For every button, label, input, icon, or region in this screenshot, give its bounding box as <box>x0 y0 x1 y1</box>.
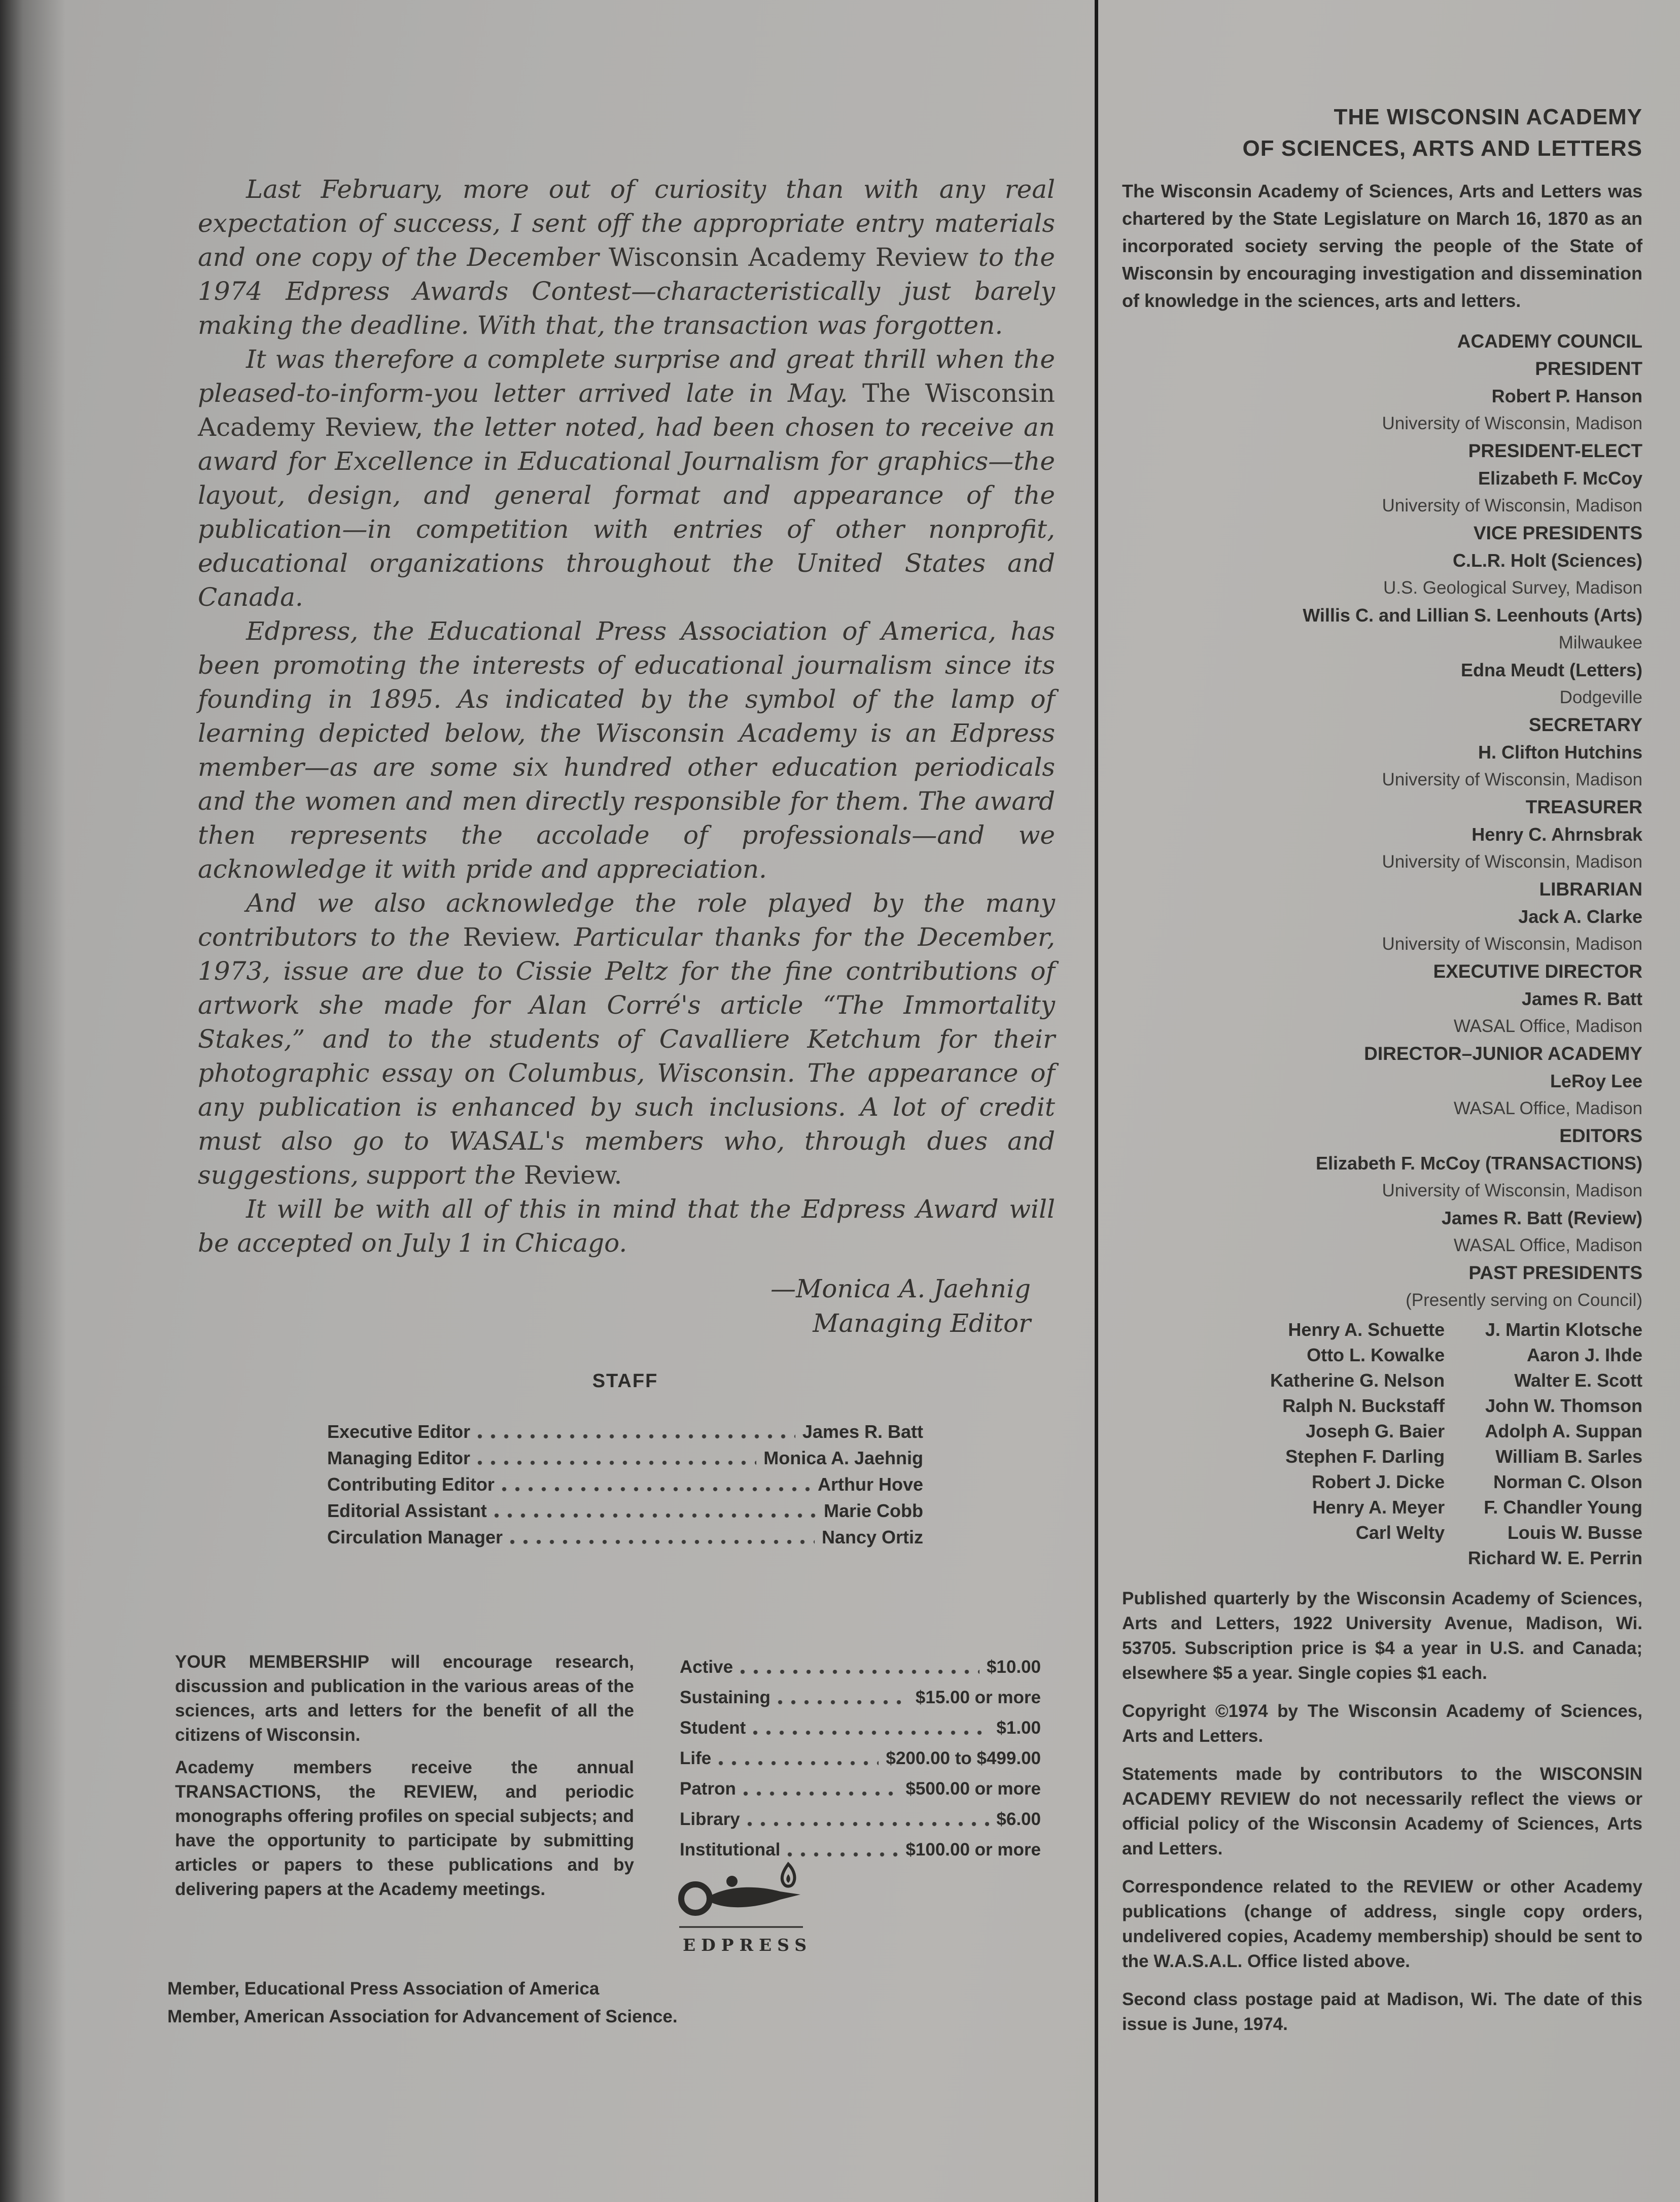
council-heading: ACADEMY COUNCIL <box>1457 331 1642 352</box>
council-member-affiliation: University of Wisconsin, Madison <box>1382 414 1642 433</box>
dotted-leader <box>747 1822 990 1827</box>
staff-name: James R. Batt <box>802 1421 923 1442</box>
rate-rows <box>680 1652 1041 1865</box>
rate-row <box>680 1774 1041 1804</box>
staff-rows <box>327 1419 923 1551</box>
colophon-paragraph: Published quarterly by the Wisconsin Academy of Sciences, Arts and Letters, 1922 University Avenue, Madison, Wi. 53705. Subscription price is $4 a year in U.S. and Canada; elsewhere $5 a year. Single copies $1 each. <box>1122 1589 1642 1683</box>
council-office-title: EXECUTIVE DIRECTOR <box>1433 961 1642 982</box>
rate-label: Sustaining <box>680 1688 771 1707</box>
letter-text-run: Particular thanks for the December, 1973, issue are due to Cissie Peltz for the fine contributions of artwork she made for Alan Corré's article “The Immortality Stakes,” and to the students of Cavalliere Ketchum for their photographic essay on Columbus, Wisconsin. The appearance of any publication is enhanced by such inclusions. A lot of credit must also go to WASAL's members who, through dues and suggestions, support the <box>198 922 1055 1190</box>
staff-name: Nancy Ortiz <box>821 1527 923 1547</box>
member-line: Member, Educational Press Association of America <box>167 1979 600 1999</box>
council-list <box>1122 355 1642 1259</box>
academy-heading <box>1122 101 1642 164</box>
dotted-leader <box>502 1487 811 1492</box>
past-presidents-heading: PAST PRESIDENTS <box>1468 1262 1642 1283</box>
staff-row <box>327 1445 923 1471</box>
dotted-leader <box>477 1461 756 1465</box>
colophon-paragraph: Copyright ©1974 by The Wisconsin Academy of Sciences, Arts and Letters. <box>1122 1701 1642 1746</box>
council-office-title: VICE PRESIDENTS <box>1473 523 1642 543</box>
edpress-logo <box>677 1861 813 1955</box>
colophon-paragraph: Correspondence related to the REVIEW or other Academy publications (change of address, single copy orders, undelivered copies, Academy membership) should be sent to the W.A.S.A.L. Office listed above. <box>1122 1877 1642 1971</box>
academy-heading-line1: THE WISCONSIN ACADEMY <box>1334 105 1642 129</box>
past-president-name: Louis W. Busse <box>1507 1522 1642 1543</box>
past-president-name: Joseph G. Baier <box>1306 1421 1445 1441</box>
past-president-name: Henry A. Meyer <box>1312 1497 1445 1518</box>
council-member-affiliation: Dodgeville <box>1559 687 1642 707</box>
dotted-leader <box>740 1670 979 1674</box>
rate-value: $15.00 or more <box>915 1688 1041 1707</box>
dotted-leader <box>477 1434 795 1439</box>
edpress-logo-text: EDPRESS <box>683 1935 813 1955</box>
staff-role: Managing Editor <box>327 1448 470 1468</box>
staff-row <box>327 1498 923 1524</box>
dotted-leader <box>753 1731 989 1735</box>
letter-text-run: Last February, more out of curiosity than with any real expectation of success, I sent off the appropriate entry materials and one copy of the December <box>198 175 1055 272</box>
member-line: Member, American Association for Advancement of Science. <box>167 2007 678 2026</box>
staff-row <box>327 1419 923 1445</box>
dotted-leader <box>718 1761 879 1766</box>
membership-paragraph: Academy members receive the annual TRANSACTIONS, the REVIEW, and periodic monographs offering profiles on special subjects; and have the opportunity to participate by submitting articles or papers to these publications and by delivering papers at the Academy meetings. <box>175 1758 634 1899</box>
membership-section <box>175 1650 634 1910</box>
council-member-affiliation: Milwaukee <box>1558 633 1642 652</box>
signature-name: —Monica A. Jaehnig <box>771 1274 1031 1303</box>
letter-text-run: the letter noted, had been chosen to receive an award for Excellence in Educational Journalism for graphics—the layout, design, and general format and appearance of the publication—in competition with entries of other nonprofit, educational organizations throughout the United States and Canada. <box>198 412 1055 612</box>
council-member-affiliation: University of Wisconsin, Madison <box>1382 770 1642 789</box>
letter-signature <box>198 1271 1055 1340</box>
rate-row <box>680 1743 1041 1774</box>
rate-row <box>680 1682 1041 1713</box>
rate-value: $10.00 <box>986 1657 1041 1677</box>
letter-text-run: It will be with all of this in mind that the Edpress Award will be accepted on July 1 in Chicago. <box>198 1194 1055 1258</box>
letter-paragraphs <box>198 173 1055 1260</box>
membership-paragraphs <box>175 1650 634 1902</box>
rate-label: Patron <box>680 1779 736 1799</box>
dotted-leader <box>787 1852 898 1857</box>
letter-text-run: Review. <box>463 922 562 952</box>
past-presidents-right-column <box>1445 1317 1642 1545</box>
council-member-name: Robert P. Hanson <box>1491 386 1642 406</box>
rate-label: Active <box>680 1657 733 1677</box>
staff-heading: STAFF <box>592 1370 658 1392</box>
letter-text-run: Wisconsin Academy Review <box>608 243 969 272</box>
rate-row <box>680 1713 1041 1743</box>
staff-name: Monica A. Jaehnig <box>763 1448 923 1468</box>
council-office-title: PRESIDENT-ELECT <box>1468 440 1642 461</box>
letter-paragraph <box>198 614 1055 886</box>
rate-value: $200.00 to $499.00 <box>886 1748 1041 1768</box>
past-president-name: Ralph N. Buckstaff <box>1282 1395 1445 1416</box>
rate-value: $100.00 or more <box>905 1840 1041 1860</box>
letter-text-run: The Wisconsin Academy Review, <box>198 379 1056 442</box>
colophon-paragraph: Statements made by contributors to the WISCONSIN ACADEMY REVIEW do not necessarily reflect the views or official policy of the Wisconsin Academy of Sciences, Arts and Letters. <box>1122 1764 1642 1859</box>
rate-value: $500.00 or more <box>905 1779 1041 1799</box>
rate-label: Library <box>680 1809 740 1829</box>
council-member-affiliation: University of Wisconsin, Madison <box>1382 496 1642 515</box>
dotted-leader <box>743 1792 899 1796</box>
letter-text-run: to the 1974 Edpress Awards Contest—characteristically just barely making the deadline. With that, the transaction was forgotten. <box>198 243 1055 340</box>
signature-title: Managing Editor <box>813 1309 1031 1338</box>
past-presidents-left-column <box>1122 1317 1445 1545</box>
council-member-affiliation: University of Wisconsin, Madison <box>1382 934 1642 954</box>
past-president-name: Otto L. Kowalke <box>1307 1345 1445 1365</box>
past-president-name: William B. Sarles <box>1495 1446 1642 1467</box>
membership-paragraph: YOUR MEMBERSHIP will encourage research, discussion and publication in the various areas of the sciences, arts and letters for the benefit of all the citizens of Wisconsin. <box>175 1652 634 1745</box>
past-president-name: Aaron J. Ihde <box>1526 1345 1642 1365</box>
editor-letter <box>198 173 1055 1340</box>
council-member-name: C.L.R. Holt (Sciences) <box>1452 550 1642 571</box>
council-office-title: DIRECTOR–JUNIOR ACADEMY <box>1364 1043 1642 1064</box>
past-presidents-columns <box>1122 1317 1642 1545</box>
council-member-affiliation: WASAL Office, Madison <box>1453 1098 1642 1118</box>
council-office-title: PRESIDENT <box>1535 358 1642 379</box>
past-president-name: Adolph A. Suppan <box>1485 1421 1642 1441</box>
council-office-title: SECRETARY <box>1528 714 1642 735</box>
staff-role: Contributing Editor <box>327 1474 495 1495</box>
dotted-leader <box>510 1540 815 1544</box>
council-member-name: Elizabeth F. McCoy (TRANSACTIONS) <box>1315 1153 1642 1174</box>
council-office-title: LIBRARIAN <box>1539 879 1642 900</box>
council-member-name: Elizabeth F. McCoy <box>1478 468 1642 489</box>
dotted-leader <box>494 1513 817 1518</box>
council-office-title: TREASURER <box>1525 797 1642 817</box>
staff-role: Circulation Manager <box>327 1527 503 1547</box>
column-divider-rule <box>1095 0 1098 2202</box>
academy-heading-line2: OF SCIENCES, ARTS AND LETTERS <box>1242 136 1642 161</box>
rate-row <box>680 1835 1041 1865</box>
letter-text-run: Review. <box>523 1160 622 1190</box>
letter-text-run: And we also acknowledge the role played by the many contributors to the <box>198 888 1055 952</box>
rate-label: Institutional <box>680 1840 781 1860</box>
council-member-name: Jack A. Clarke <box>1518 906 1642 927</box>
council-member-affiliation: U.S. Geological Survey, Madison <box>1383 578 1642 598</box>
rate-row <box>680 1652 1041 1682</box>
past-president-name: J. Martin Klotsche <box>1485 1319 1642 1340</box>
staff-role: Executive Editor <box>327 1421 471 1442</box>
colophon-paragraphs <box>1122 1586 1642 2037</box>
staff-row <box>327 1471 923 1498</box>
council-member-name: Henry C. Ahrnsbrak <box>1472 824 1642 845</box>
page-edge-shadow <box>0 0 66 2202</box>
rate-row <box>680 1804 1041 1835</box>
letter-paragraph <box>198 1192 1055 1260</box>
letter-text-run: Edpress, the Educational Press Association of America, has been promoting the interests of educational journalism since its founding in 1895. As indicated by the symbol of the lamp of learning depicted below, the Wisconsin Academy is an Edpress member—as are some six hundred other education periodicals and the women and men directly responsible for them. The award then represents the accolade of professionals—and we acknowledge it with pride and appreciation. <box>198 616 1055 884</box>
past-presidents-subheading: (Presently serving on Council) <box>1406 1290 1642 1310</box>
council-member-name: LeRoy Lee <box>1550 1071 1642 1091</box>
letter-paragraph <box>198 173 1055 342</box>
membership-rates <box>680 1652 1041 1865</box>
past-president-name: Henry A. Schuette <box>1288 1319 1445 1340</box>
letter-paragraph <box>198 342 1055 614</box>
rate-value: $6.00 <box>996 1809 1041 1829</box>
council-member-affiliation: WASAL Office, Madison <box>1453 1235 1642 1255</box>
letter-paragraph <box>198 886 1055 1192</box>
letter-text-run: It was therefore a complete surprise and great thrill when the pleased-to-inform-you letter arrived late in May. <box>198 345 1055 408</box>
colophon-paragraph: Second class postage paid at Madison, Wi. The date of this issue is June, 1974. <box>1122 1989 1642 2034</box>
past-president-name: Robert J. Dicke <box>1312 1471 1445 1492</box>
staff-role: Editorial Assistant <box>327 1500 487 1521</box>
dotted-leader <box>778 1700 908 1705</box>
staff-name: Arthur Hove <box>817 1474 923 1495</box>
academy-info-column <box>1122 101 1642 2037</box>
council-member-name: H. Clifton Hutchins <box>1478 742 1642 763</box>
rate-value: $1.00 <box>996 1718 1041 1738</box>
lamp-of-learning-icon <box>677 1861 805 1932</box>
past-president-name: F. Chandler Young <box>1484 1497 1642 1518</box>
council-member-name: James R. Batt (Review) <box>1441 1208 1642 1228</box>
past-president-name: Walter E. Scott <box>1514 1370 1642 1391</box>
staff-section <box>327 1370 923 1551</box>
staff-name: Marie Cobb <box>823 1500 923 1521</box>
council-member-affiliation: University of Wisconsin, Madison <box>1382 1181 1642 1200</box>
past-president-name: Katherine G. Nelson <box>1270 1370 1445 1391</box>
rate-label: Life <box>680 1748 712 1768</box>
past-president-name: Norman C. Olson <box>1493 1471 1642 1492</box>
member-affiliation-lines <box>167 1975 928 2031</box>
academy-intro: The Wisconsin Academy of Sciences, Arts and Letters was chartered by the State Legislature on March 16, 1870 as an incorporated society serving the people of the State of Wisconsin by encouraging investigation and dissemination of knowledge in the sciences, arts and letters. <box>1122 181 1642 311</box>
past-president-last: Richard W. E. Perrin <box>1467 1547 1642 1568</box>
council-office-title: EDITORS <box>1559 1125 1642 1146</box>
rate-label: Student <box>680 1718 746 1738</box>
council-member-affiliation: University of Wisconsin, Madison <box>1382 852 1642 872</box>
council-member-name: Edna Meudt (Letters) <box>1460 660 1642 680</box>
council-member-name: Willis C. and Lillian S. Leenhouts (Arts) <box>1303 605 1642 626</box>
past-president-name: John W. Thomson <box>1485 1395 1642 1416</box>
council-member-affiliation: WASAL Office, Madison <box>1453 1016 1642 1036</box>
past-president-name: Carl Welty <box>1355 1522 1445 1543</box>
past-president-name: Stephen F. Darling <box>1285 1446 1445 1467</box>
council-member-name: James R. Batt <box>1521 988 1642 1009</box>
staff-row <box>327 1524 923 1551</box>
